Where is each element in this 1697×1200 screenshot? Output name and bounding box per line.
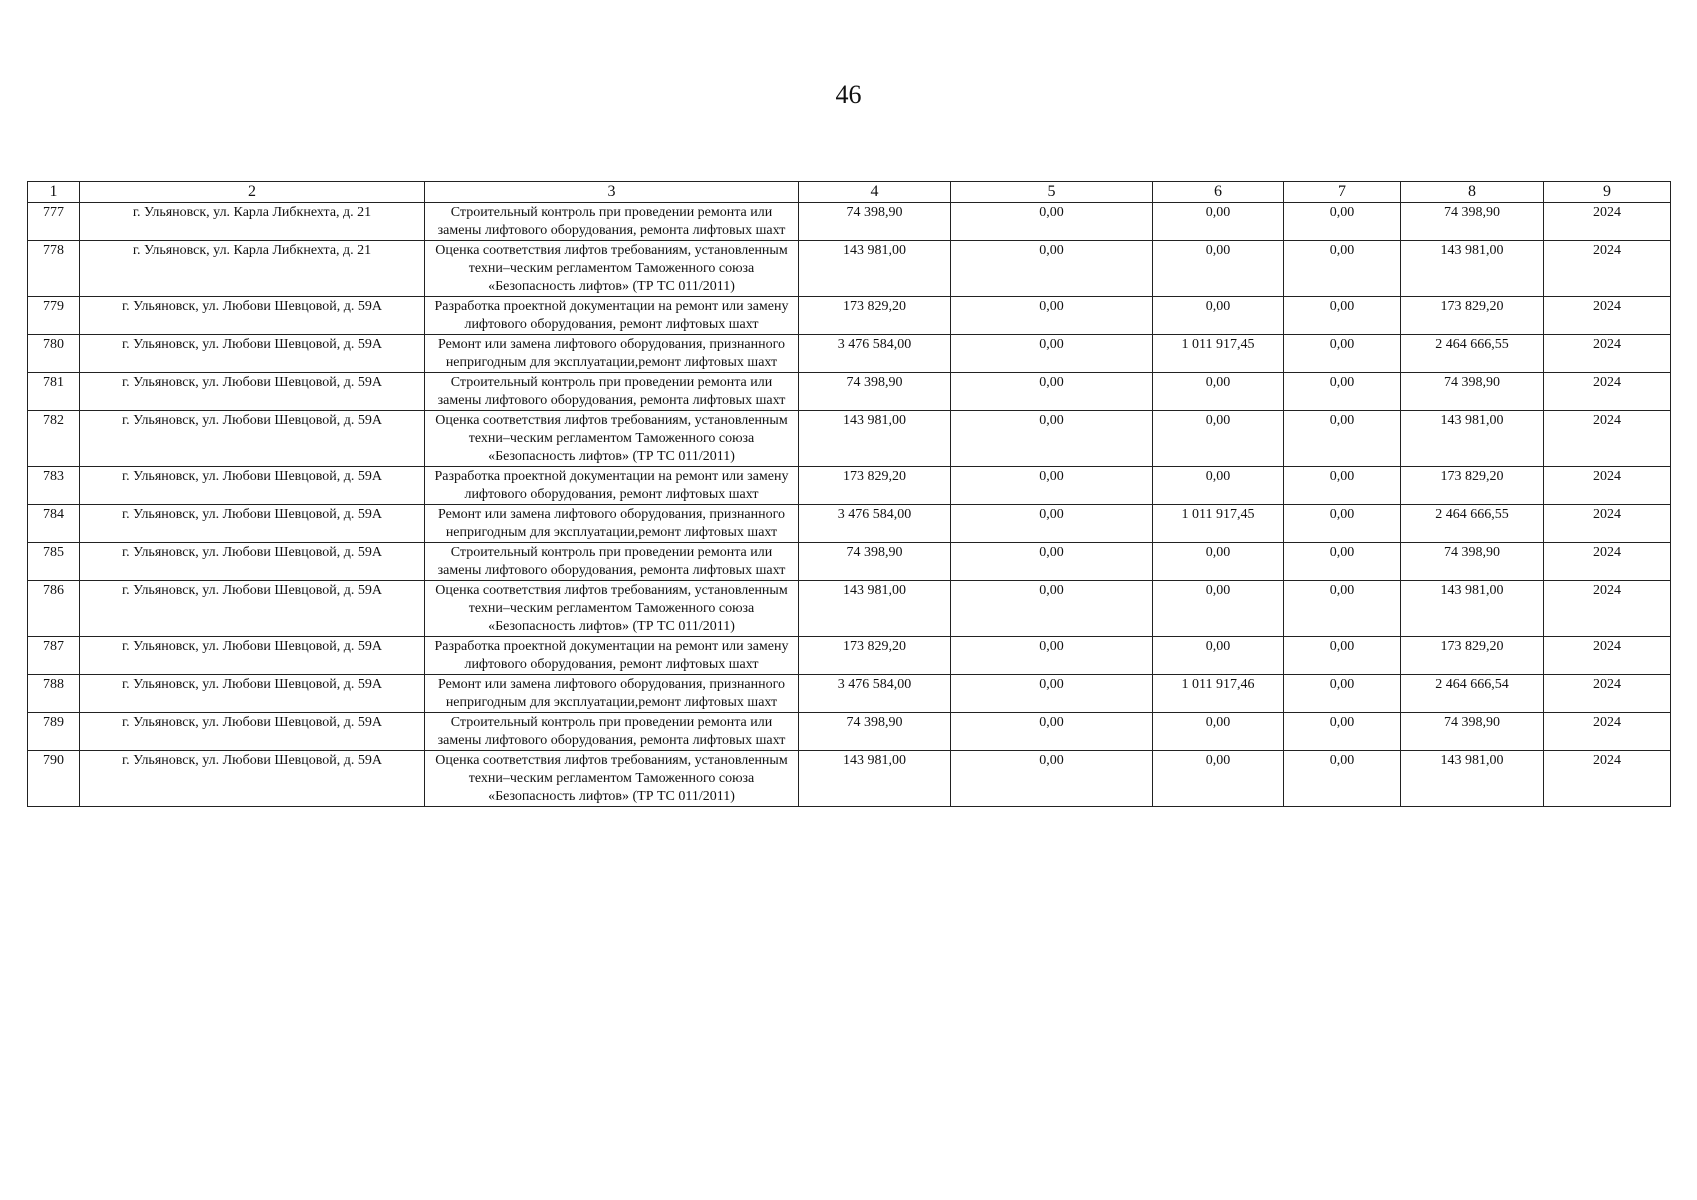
fund-8-cell: 173 829,20	[1401, 637, 1544, 675]
header-cell: 7	[1284, 182, 1401, 203]
fund-5-cell: 0,00	[951, 335, 1153, 373]
fund-6-cell: 0,00	[1153, 241, 1284, 297]
table-row	[28, 373, 1671, 411]
fund-6-cell: 0,00	[1153, 713, 1284, 751]
fund-5-cell: 0,00	[951, 543, 1153, 581]
fund-8-cell: 143 981,00	[1401, 581, 1544, 637]
fund-6-cell: 1 011 917,45	[1153, 505, 1284, 543]
page-number: 46	[835, 80, 862, 109]
fund-5-cell: 0,00	[951, 581, 1153, 637]
fund-5-cell: 0,00	[951, 297, 1153, 335]
fund-7-cell: 0,00	[1284, 411, 1401, 467]
fund-8-cell: 143 981,00	[1401, 751, 1544, 807]
table-row	[28, 335, 1671, 373]
work-type-cell: Строительный контроль при проведении ремонта или замены лифтового оборудования, ремонта лифтовых шахт	[425, 373, 799, 411]
fund-7-cell: 0,00	[1284, 675, 1401, 713]
table-row	[28, 467, 1671, 505]
fund-5-cell: 0,00	[951, 713, 1153, 751]
total-cost-cell: 3 476 584,00	[799, 675, 951, 713]
row-number: 777	[28, 203, 80, 241]
year-cell: 2024	[1544, 467, 1671, 505]
year-cell: 2024	[1544, 751, 1671, 807]
work-type-cell: Строительный контроль при проведении ремонта или замены лифтового оборудования, ремонта лифтовых шахт	[425, 713, 799, 751]
fund-7-cell: 0,00	[1284, 751, 1401, 807]
fund-7-cell: 0,00	[1284, 581, 1401, 637]
work-type-cell: Оценка соответствия лифтов требованиям, установленным техни–ческим регламентом Таможенного союза «Безопасность лифтов» (ТР ТС 011/2011)	[425, 411, 799, 467]
fund-5-cell: 0,00	[951, 751, 1153, 807]
total-cost-cell: 173 829,20	[799, 637, 951, 675]
row-number: 789	[28, 713, 80, 751]
fund-6-cell: 0,00	[1153, 467, 1284, 505]
total-cost-cell: 173 829,20	[799, 467, 951, 505]
header-cell: 1	[28, 182, 80, 203]
total-cost-cell: 74 398,90	[799, 543, 951, 581]
address-cell: г. Ульяновск, ул. Любови Шевцовой, д. 59А	[80, 373, 425, 411]
year-cell: 2024	[1544, 411, 1671, 467]
fund-7-cell: 0,00	[1284, 241, 1401, 297]
fund-8-cell: 74 398,90	[1401, 713, 1544, 751]
fund-5-cell: 0,00	[951, 675, 1153, 713]
total-cost-cell: 143 981,00	[799, 241, 951, 297]
fund-7-cell: 0,00	[1284, 335, 1401, 373]
fund-5-cell: 0,00	[951, 411, 1153, 467]
row-number: 787	[28, 637, 80, 675]
work-type-cell: Ремонт или замена лифтового оборудования, признанного непригодным для эксплуатации,ремонт лифтовых шахт	[425, 505, 799, 543]
fund-5-cell: 0,00	[951, 241, 1153, 297]
total-cost-cell: 3 476 584,00	[799, 505, 951, 543]
table-row	[28, 543, 1671, 581]
year-cell: 2024	[1544, 335, 1671, 373]
work-type-cell: Ремонт или замена лифтового оборудования, признанного непригодным для эксплуатации,ремонт лифтовых шахт	[425, 675, 799, 713]
address-cell: г. Ульяновск, ул. Любови Шевцовой, д. 59А	[80, 297, 425, 335]
fund-8-cell: 143 981,00	[1401, 241, 1544, 297]
header-cell: 8	[1401, 182, 1544, 203]
year-cell: 2024	[1544, 543, 1671, 581]
year-cell: 2024	[1544, 713, 1671, 751]
total-cost-cell: 74 398,90	[799, 373, 951, 411]
table-row	[28, 713, 1671, 751]
fund-6-cell: 1 011 917,45	[1153, 335, 1284, 373]
row-number: 783	[28, 467, 80, 505]
fund-5-cell: 0,00	[951, 505, 1153, 543]
fund-6-cell: 0,00	[1153, 581, 1284, 637]
table-row	[28, 203, 1671, 241]
table-row	[28, 637, 1671, 675]
fund-7-cell: 0,00	[1284, 637, 1401, 675]
fund-5-cell: 0,00	[951, 203, 1153, 241]
table-row	[28, 675, 1671, 713]
work-type-cell: Оценка соответствия лифтов требованиям, установленным техни–ческим регламентом Таможенного союза «Безопасность лифтов» (ТР ТС 011/2011)	[425, 581, 799, 637]
header-cell: 3	[425, 182, 799, 203]
address-cell: г. Ульяновск, ул. Карла Либкнехта, д. 21	[80, 203, 425, 241]
address-cell: г. Ульяновск, ул. Карла Либкнехта, д. 21	[80, 241, 425, 297]
year-cell: 2024	[1544, 637, 1671, 675]
address-cell: г. Ульяновск, ул. Любови Шевцовой, д. 59А	[80, 751, 425, 807]
year-cell: 2024	[1544, 373, 1671, 411]
table-row	[28, 581, 1671, 637]
total-cost-cell: 74 398,90	[799, 203, 951, 241]
row-number: 778	[28, 241, 80, 297]
fund-7-cell: 0,00	[1284, 713, 1401, 751]
fund-6-cell: 0,00	[1153, 203, 1284, 241]
table-row	[28, 411, 1671, 467]
fund-6-cell: 0,00	[1153, 373, 1284, 411]
work-type-cell: Строительный контроль при проведении ремонта или замены лифтового оборудования, ремонта лифтовых шахт	[425, 543, 799, 581]
fund-5-cell: 0,00	[951, 637, 1153, 675]
fund-8-cell: 143 981,00	[1401, 411, 1544, 467]
year-cell: 2024	[1544, 203, 1671, 241]
row-number: 781	[28, 373, 80, 411]
fund-6-cell: 0,00	[1153, 751, 1284, 807]
table-row	[28, 751, 1671, 807]
address-cell: г. Ульяновск, ул. Любови Шевцовой, д. 59А	[80, 713, 425, 751]
header-cell: 4	[799, 182, 951, 203]
fund-8-cell: 173 829,20	[1401, 297, 1544, 335]
year-cell: 2024	[1544, 505, 1671, 543]
row-number: 786	[28, 581, 80, 637]
row-number: 788	[28, 675, 80, 713]
column-number-row	[28, 182, 1671, 203]
row-number: 782	[28, 411, 80, 467]
work-type-cell: Строительный контроль при проведении ремонта или замены лифтового оборудования, ремонта лифтовых шахт	[425, 203, 799, 241]
fund-6-cell: 1 011 917,46	[1153, 675, 1284, 713]
work-type-cell: Ремонт или замена лифтового оборудования, признанного непригодным для эксплуатации,ремонт лифтовых шахт	[425, 335, 799, 373]
fund-8-cell: 2 464 666,55	[1401, 505, 1544, 543]
header-cell: 2	[80, 182, 425, 203]
fund-7-cell: 0,00	[1284, 297, 1401, 335]
fund-8-cell: 2 464 666,55	[1401, 335, 1544, 373]
header-cell: 6	[1153, 182, 1284, 203]
work-type-cell: Оценка соответствия лифтов требованиям, установленным техни–ческим регламентом Таможенного союза «Безопасность лифтов» (ТР ТС 011/2011)	[425, 241, 799, 297]
fund-6-cell: 0,00	[1153, 637, 1284, 675]
row-number: 784	[28, 505, 80, 543]
work-type-cell: Оценка соответствия лифтов требованиям, установленным техни–ческим регламентом Таможенного союза «Безопасность лифтов» (ТР ТС 011/2011)	[425, 751, 799, 807]
fund-7-cell: 0,00	[1284, 373, 1401, 411]
work-type-cell: Разработка проектной документации на ремонт или замену лифтового оборудования, ремонт лифтовых шахт	[425, 637, 799, 675]
total-cost-cell: 143 981,00	[799, 751, 951, 807]
year-cell: 2024	[1544, 675, 1671, 713]
header-cell: 9	[1544, 182, 1671, 203]
fund-8-cell: 74 398,90	[1401, 203, 1544, 241]
row-number: 780	[28, 335, 80, 373]
address-cell: г. Ульяновск, ул. Любови Шевцовой, д. 59А	[80, 543, 425, 581]
total-cost-cell: 173 829,20	[799, 297, 951, 335]
fund-7-cell: 0,00	[1284, 505, 1401, 543]
table-row	[28, 297, 1671, 335]
fund-5-cell: 0,00	[951, 373, 1153, 411]
table-row	[28, 505, 1671, 543]
row-number: 779	[28, 297, 80, 335]
table-body	[28, 182, 1671, 807]
fund-8-cell: 74 398,90	[1401, 373, 1544, 411]
year-cell: 2024	[1544, 581, 1671, 637]
fund-6-cell: 0,00	[1153, 543, 1284, 581]
fund-6-cell: 0,00	[1153, 297, 1284, 335]
address-cell: г. Ульяновск, ул. Любови Шевцовой, д. 59А	[80, 637, 425, 675]
total-cost-cell: 3 476 584,00	[799, 335, 951, 373]
year-cell: 2024	[1544, 241, 1671, 297]
total-cost-cell: 143 981,00	[799, 581, 951, 637]
fund-5-cell: 0,00	[951, 467, 1153, 505]
year-cell: 2024	[1544, 297, 1671, 335]
total-cost-cell: 74 398,90	[799, 713, 951, 751]
fund-8-cell: 2 464 666,54	[1401, 675, 1544, 713]
work-schedule-table	[27, 181, 1671, 807]
address-cell: г. Ульяновск, ул. Любови Шевцовой, д. 59А	[80, 411, 425, 467]
fund-8-cell: 74 398,90	[1401, 543, 1544, 581]
row-number: 790	[28, 751, 80, 807]
header-cell: 5	[951, 182, 1153, 203]
fund-7-cell: 0,00	[1284, 467, 1401, 505]
work-type-cell: Разработка проектной документации на ремонт или замену лифтового оборудования, ремонт лифтовых шахт	[425, 467, 799, 505]
address-cell: г. Ульяновск, ул. Любови Шевцовой, д. 59А	[80, 505, 425, 543]
work-type-cell: Разработка проектной документации на ремонт или замену лифтового оборудования, ремонт лифтовых шахт	[425, 297, 799, 335]
fund-7-cell: 0,00	[1284, 543, 1401, 581]
table-row	[28, 241, 1671, 297]
address-cell: г. Ульяновск, ул. Любови Шевцовой, д. 59А	[80, 675, 425, 713]
address-cell: г. Ульяновск, ул. Любови Шевцовой, д. 59А	[80, 581, 425, 637]
address-cell: г. Ульяновск, ул. Любови Шевцовой, д. 59А	[80, 467, 425, 505]
fund-8-cell: 173 829,20	[1401, 467, 1544, 505]
row-number: 785	[28, 543, 80, 581]
address-cell: г. Ульяновск, ул. Любови Шевцовой, д. 59А	[80, 335, 425, 373]
total-cost-cell: 143 981,00	[799, 411, 951, 467]
fund-7-cell: 0,00	[1284, 203, 1401, 241]
fund-6-cell: 0,00	[1153, 411, 1284, 467]
